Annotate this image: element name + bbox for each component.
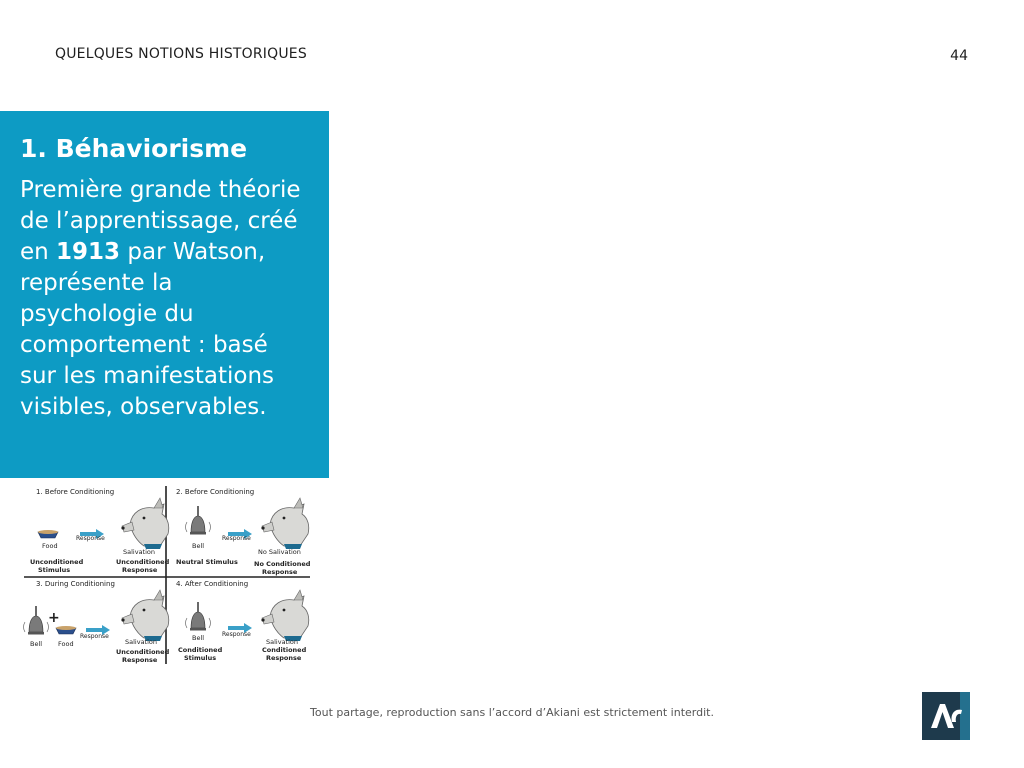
salivation-label: Salivation (125, 638, 158, 646)
plus-label: + (48, 610, 60, 626)
panel-3-title: 3. During Conditioning (36, 580, 115, 588)
unconditioned-stimulus-label (30, 558, 84, 574)
conditioned-response-label (262, 646, 307, 662)
definition-heading: 1. Béhaviorisme (20, 134, 248, 163)
response-label: Response (222, 631, 251, 638)
bell-label: Bell (192, 634, 205, 642)
unconditioned-response-line-1: Unconditioned (116, 648, 170, 656)
definition-panel (0, 111, 329, 478)
panel-2-title: 2. Before Conditioning (176, 488, 255, 496)
bell-label: Bell (192, 542, 205, 550)
definition-text-part-1: Première grande théorie de l’apprentissage, créé en (20, 177, 301, 265)
no-conditioned-response-line-1: No Conditioned (254, 560, 311, 568)
conditioned-response-line-2: Response (266, 654, 302, 662)
response-label: Response (76, 535, 105, 542)
copyright-notice: Tout partage, reproduction sans l’accord d’Akiani est strictement interdit. (310, 706, 714, 719)
response-label: Response (222, 535, 251, 542)
akiani-logo (922, 692, 970, 740)
unconditioned-response-label (116, 558, 170, 574)
definition-text (20, 175, 309, 423)
food-label: Food (42, 542, 58, 550)
no-conditioned-response-label (254, 560, 311, 576)
unconditioned-response-line-2: Response (122, 566, 158, 574)
definition-text-part-2: par Watson, représente la psychologie du comportement : basé sur les manifestations visibles, observables. (20, 239, 275, 420)
salivation-label: Salivation (123, 548, 156, 556)
unconditioned-response-line-1: Unconditioned (116, 558, 170, 566)
panel-4-title: 4. After Conditioning (176, 580, 249, 588)
panel-1-title: 1. Before Conditioning (36, 488, 115, 496)
unconditioned-response-label (116, 648, 170, 664)
conditioned-stimulus-line-1: Conditioned (178, 646, 223, 654)
salivation-label: Salivation (266, 638, 299, 646)
conditioned-stimulus-line-2: Stimulus (184, 654, 217, 662)
unconditioned-stimulus-line-1: Unconditioned (30, 558, 84, 566)
bell-label: Bell (30, 640, 43, 648)
response-label: Response (80, 633, 109, 640)
no-salivation-label: No Salivation (258, 548, 301, 556)
page-number: 44 (950, 48, 968, 64)
conditioned-stimulus-label (178, 646, 223, 662)
slide-section-title: QUELQUES NOTIONS HISTORIQUES (55, 46, 307, 62)
conditioned-response-line-1: Conditioned (262, 646, 307, 654)
no-conditioned-response-line-2: Response (262, 568, 298, 576)
unconditioned-stimulus-line-2: Stimulus (38, 566, 71, 574)
neutral-stimulus-label: Neutral Stimulus (176, 558, 238, 566)
definition-year: 1913 (56, 239, 121, 265)
pavlov-conditioning-diagram (18, 480, 314, 670)
unconditioned-response-line-2: Response (122, 656, 158, 664)
food-label: Food (58, 640, 74, 648)
